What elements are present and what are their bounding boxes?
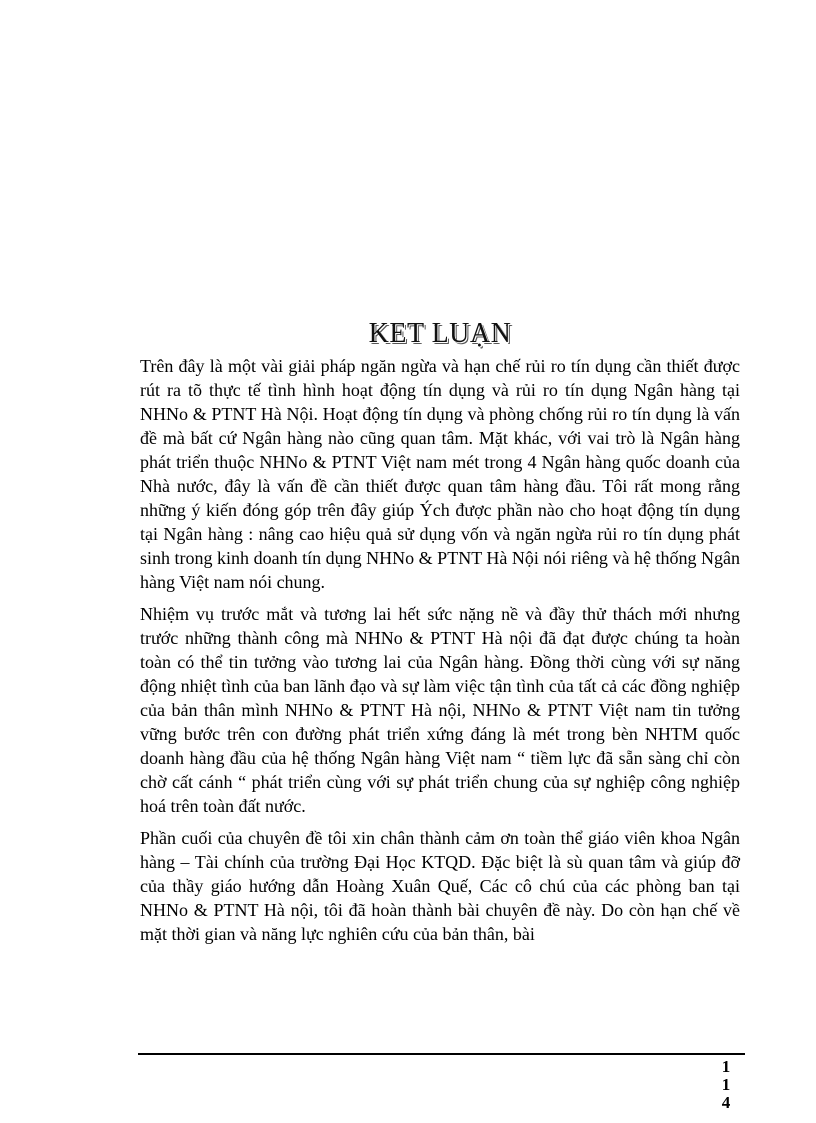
page-title: KET LUẠN	[368, 318, 512, 349]
footer-divider	[138, 1053, 745, 1055]
paragraph-summary: Trên đây là một vài giải pháp ngăn ngừa và hạn chế rủi ro tín dụng cần thiết được rút ra tõ thực tế tình hình hoạt động tín dụng và rủi ro tín dụng Ngân hàng tại NHNo & PTNT Hà Nội. Hoạt động tín dụng và phòng chống rủi ro tín dụng là vấn đề mà bất cứ Ngân hàng nào cũng quan tâm. Mặt khác, với vai trò là Ngân hàng phát triển thuộc NHNo & PTNT Việt nam mét trong 4 Ngân hàng quốc doanh của Nhà nước, đây là vấn đề cần thiết được quan tâm hàng đầu. Tôi rất mong rằng những ý kiến đóng góp trên đây giúp Ých được phần nào cho hoạt động tín dụng tại Ngân hàng : nâng cao hiệu quả sử dụng vốn và ngăn ngừa rủi ro tín dụng phát sinh trong kinh doanh tín dụng NHNo & PTNT Hà Nội nói riêng và hệ thống Ngân hàng Việt nam nói chung.	[140, 356, 740, 592]
document-body	[140, 354, 740, 954]
paragraph-outlook: Nhiệm vụ trước mắt và tương lai hết sức nặng nề và đầy thử thách mới nhưng trước những thành công mà NHNo & PTNT Hà nội đã đạt được chúng ta hoàn toàn có thể tin tưởng vào tương lai của Ngân hàng. Đồng thời cùng với sự năng động nhiệt tình của ban lãnh đạo và sự làm việc tận tình của tất cả các đồng nghiệp của bản thân mình NHNo & PTNT Hà nội, NHNo & PTNT Việt nam tin tưởng vững bước trên con đường phát triển xứng đáng là mét trong bèn NHTM quốc doanh hàng đầu của hệ thống Ngân hàng Việt nam “ tiềm lực đã sẵn sàng chỉ còn chờ cất cánh “ phát triển cùng với sự phát triển chung của sự nghiệp công nghiệp hoá trên toàn đất nước.	[140, 604, 740, 816]
page-number: 114	[721, 1057, 731, 1112]
paragraph-acknowledgement: Phần cuối của chuyên đề tôi xin chân thành cảm ơn toàn thể giáo viên khoa Ngân hàng – Tài chính của trường Đại Học KTQD. Đặc biệt là sù quan tâm và giúp đỡ của thầy giáo hướng dẫn Hoàng Xuân Quế, Các cô chú của các phòng ban tại NHNo & PTNT Hà nội, tôi đã hoàn thành bài chuyên đề này. Do còn hạn chế về mặt thời gian và năng lực nghiên cứu của bản thân, bài	[140, 828, 740, 944]
